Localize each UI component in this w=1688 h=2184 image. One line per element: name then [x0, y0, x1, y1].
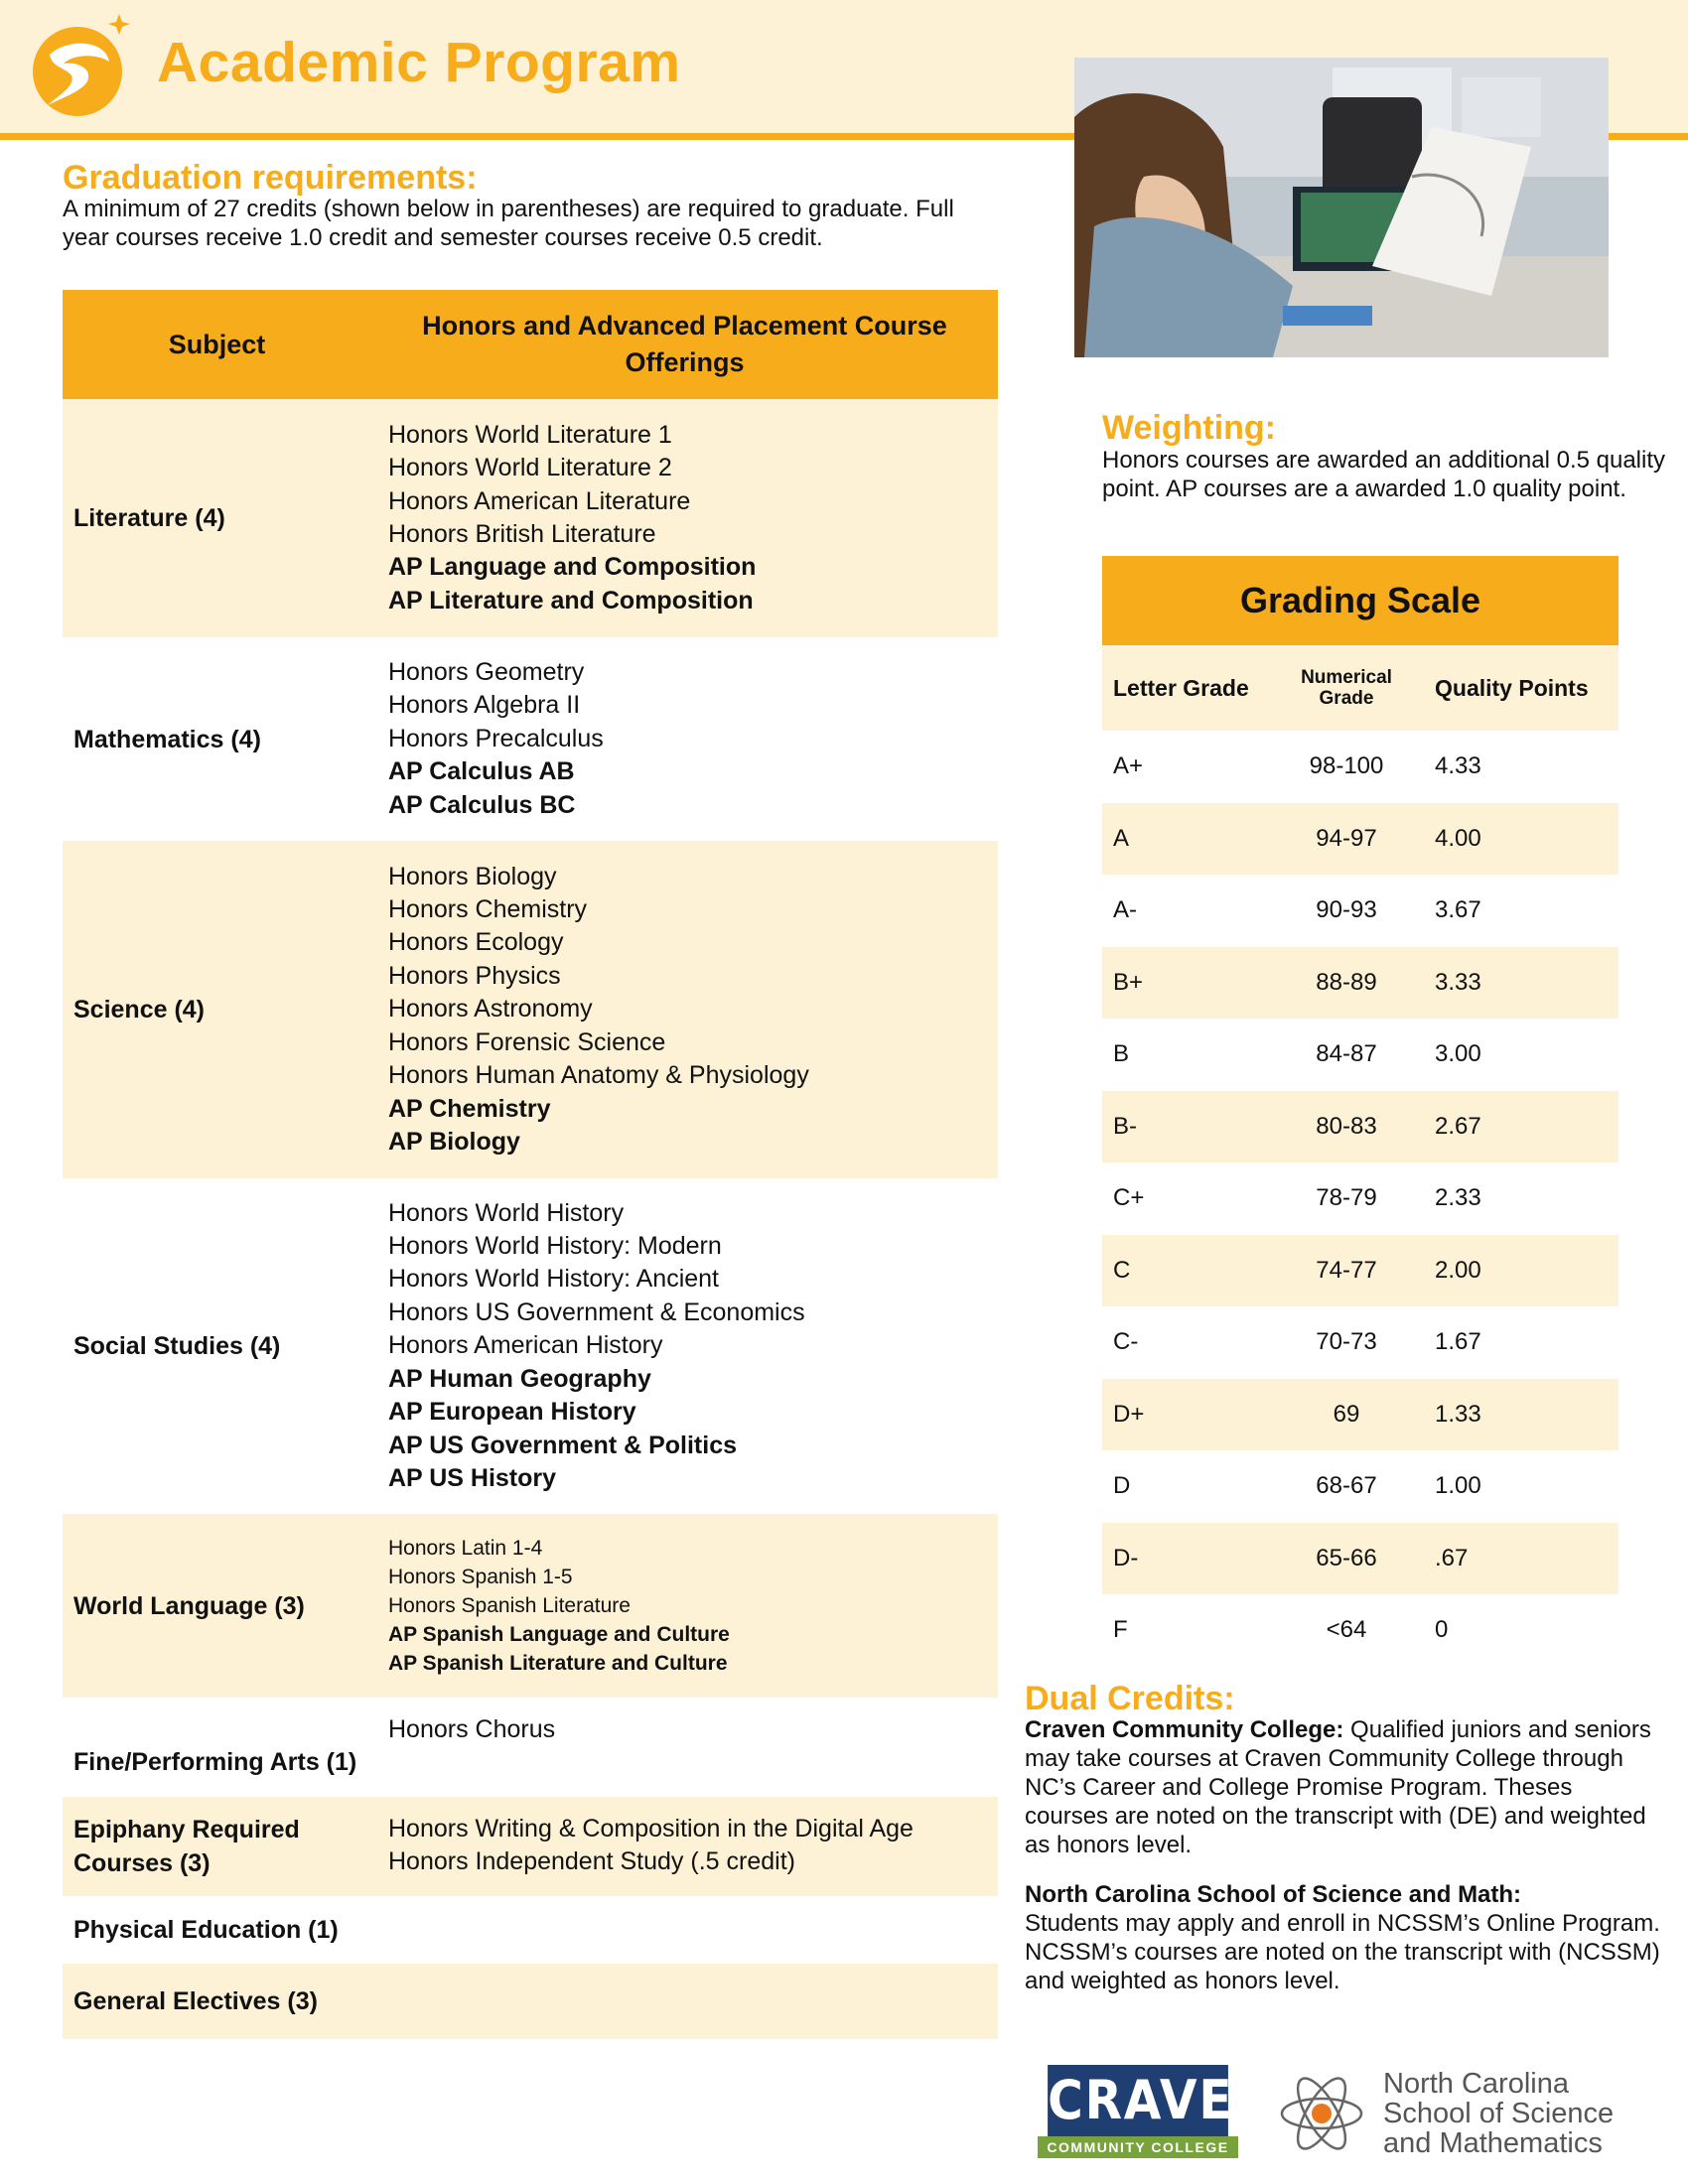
- course-item: Honors Chorus: [388, 1715, 556, 1743]
- letter-grade: C: [1102, 1235, 1272, 1307]
- letter-grade: A+: [1113, 752, 1144, 780]
- letter-grade: A-: [1113, 896, 1137, 924]
- craven-logo-title: CRAVEN: [1048, 2065, 1228, 2136]
- grading-scale-title: Grading Scale: [1102, 556, 1618, 645]
- ncssm-line: North Carolina: [1383, 2068, 1569, 2100]
- course-item: Honors World History: Modern: [388, 1232, 722, 1261]
- table-row: [1102, 1235, 1618, 1307]
- craven-logo-subtitle: COMMUNITY COLLEGE: [1038, 2136, 1238, 2158]
- ncssm-logo-text: [1383, 2069, 1614, 2158]
- course-item: Honors World History: [388, 1198, 625, 1227]
- course-item: Honors British Literature: [388, 520, 656, 548]
- offerings-cell: [371, 841, 998, 1178]
- letter-grade: F: [1113, 1616, 1128, 1644]
- table-row: [1102, 947, 1618, 1020]
- numerical-grade-header: Numerical Grade: [1272, 645, 1421, 731]
- table-row: [1102, 1450, 1618, 1523]
- letter-grade: D-: [1102, 1523, 1272, 1595]
- table-row: [63, 1964, 998, 2039]
- subject-cell: World Language (3): [63, 1514, 371, 1698]
- ap-course-item: AP Spanish Literature and Culture: [388, 1652, 728, 1675]
- course-item: Honors American History: [388, 1331, 663, 1360]
- page-title: Academic Program: [157, 31, 681, 94]
- course-item: Honors World Literature 1: [388, 420, 672, 449]
- course-item: Honors Precalculus: [388, 724, 604, 752]
- letter-grade: C+: [1113, 1184, 1145, 1212]
- letter-grade: D+: [1102, 1379, 1272, 1451]
- quality-points: 2.33: [1435, 1184, 1481, 1212]
- course-item: Honors Forensic Science: [388, 1027, 666, 1056]
- quality-points: 4.00: [1421, 803, 1618, 876]
- quality-points: 3.33: [1421, 947, 1618, 1020]
- ncssm-line: School of Science: [1383, 2098, 1615, 2129]
- ap-course-item: AP US History: [388, 1463, 557, 1492]
- ap-course-item: AP Chemistry: [388, 1094, 551, 1123]
- course-item: Honors Human Anatomy & Physiology: [388, 1061, 809, 1090]
- course-item: Honors Chemistry: [388, 895, 588, 924]
- school-logo-icon: [28, 10, 132, 119]
- offerings-cell: [371, 1178, 998, 1514]
- numerical-grade: 94-97: [1272, 803, 1421, 876]
- numerical-grade: 74-77: [1272, 1235, 1421, 1307]
- ap-course-item: AP Calculus BC: [388, 790, 576, 819]
- grading-scale-header-row: [1102, 645, 1618, 731]
- numerical-grade: 69: [1272, 1379, 1421, 1451]
- offerings-cell: [371, 1514, 998, 1698]
- numerical-grade: 68-67: [1316, 1472, 1377, 1500]
- offerings-cell: [371, 637, 998, 841]
- ap-course-item: AP Human Geography: [388, 1364, 651, 1393]
- quality-points: 4.33: [1435, 752, 1481, 780]
- quality-points: 0: [1435, 1616, 1449, 1644]
- ap-course-item: AP Language and Composition: [388, 553, 757, 582]
- table-row: [63, 1514, 998, 1698]
- table-row: [1102, 1523, 1618, 1595]
- offerings-cell: [371, 1896, 998, 1964]
- ap-course-item: AP Spanish Language and Culture: [388, 1623, 730, 1646]
- graduation-heading: Graduation requirements:: [63, 159, 478, 197]
- table-row: [1102, 1306, 1618, 1379]
- ncssm-paragraph: [1025, 1880, 1660, 1995]
- subject-column-header: Subject: [63, 290, 371, 399]
- craven-text: Qualified juniors and seniors may take courses at Craven Community College through NC’s Career and College Promise Program. Theses courses are noted on the transcript with (DE) and weighted as honors level.: [1025, 1716, 1651, 1858]
- craven-label: Craven Community College:: [1025, 1716, 1344, 1743]
- dual-credits-heading: Dual Credits:: [1025, 1680, 1235, 1717]
- course-table-header: [63, 290, 998, 399]
- table-row: [63, 1896, 998, 1964]
- course-item: Honors Astronomy: [388, 995, 593, 1024]
- ap-course-item: AP Biology: [388, 1127, 520, 1156]
- table-row: [1102, 1594, 1618, 1667]
- weighting-text: Honors courses are awarded an additional 0.5 quality point. AP courses are a awarded 1.0 quality point.: [1102, 447, 1666, 502]
- weighting-heading: Weighting:: [1102, 409, 1276, 447]
- table-row: [63, 841, 998, 1178]
- course-offerings-table: [63, 290, 998, 2039]
- student-painting-photo: [1074, 58, 1609, 357]
- course-item: Honors World Literature 2: [388, 454, 672, 482]
- subject-cell: Science (4): [63, 841, 371, 1178]
- quality-points: 2.00: [1421, 1235, 1618, 1307]
- subject-cell: Physical Education (1): [73, 1916, 339, 1944]
- subject-cell: Literature (4): [63, 399, 371, 637]
- ap-course-item: AP US Government & Politics: [388, 1431, 738, 1459]
- letter-grade: C-: [1113, 1328, 1139, 1356]
- subject-cell: Social Studies (4): [73, 1332, 281, 1360]
- quality-points: 3.67: [1435, 896, 1481, 924]
- letter-grade: A: [1102, 803, 1272, 876]
- table-row: [63, 399, 998, 637]
- table-row: [1102, 1019, 1618, 1091]
- subject-cell: Epiphany Required Courses (3): [63, 1797, 371, 1896]
- ap-course-item: AP Literature and Composition: [388, 586, 754, 614]
- numerical-grade: 88-89: [1272, 947, 1421, 1020]
- numerical-grade: 90-93: [1316, 896, 1377, 924]
- quality-points: 2.67: [1421, 1091, 1618, 1163]
- quality-points-header: Quality Points: [1421, 645, 1618, 731]
- ncssm-label: North Carolina School of Science and Math:: [1025, 1881, 1522, 1908]
- table-row: [63, 1178, 998, 1514]
- grading-scale-table: [1102, 556, 1618, 1667]
- table-row: [63, 637, 998, 841]
- course-item: Honors US Government & Economics: [388, 1297, 805, 1326]
- table-row: [63, 1698, 998, 1797]
- quality-points: 3.00: [1435, 1040, 1481, 1068]
- course-item: Honors American Literature: [388, 486, 691, 515]
- ap-course-item: AP European History: [388, 1398, 636, 1427]
- subject-cell: General Electives (3): [63, 1964, 371, 2039]
- numerical-grade: 70-73: [1316, 1328, 1377, 1356]
- offerings-cell: [371, 1698, 998, 1797]
- subject-cell: Fine/Performing Arts (1): [73, 1748, 357, 1776]
- grading-scale-title-row: [1102, 556, 1618, 645]
- numerical-grade: 98-100: [1309, 752, 1384, 780]
- offerings-cell: [371, 1964, 998, 2039]
- numerical-grade: 65-66: [1272, 1523, 1421, 1595]
- quality-points: 1.67: [1435, 1328, 1481, 1356]
- table-row: [1102, 803, 1618, 876]
- course-item: Honors Spanish Literature: [388, 1594, 631, 1617]
- letter-grade: B: [1113, 1040, 1130, 1068]
- course-item: Honors Independent Study (.5 credit): [388, 1847, 795, 1876]
- ap-course-item: AP Calculus AB: [388, 757, 575, 786]
- offerings-cell: [371, 1797, 998, 1896]
- table-row: [1102, 1379, 1618, 1451]
- course-item: Honors Geometry: [388, 657, 585, 686]
- graduation-text: A minimum of 27 credits (shown below in parentheses) are required to graduate. Full year courses receive 1.0 credit and semester courses receive 0.5 credit.: [63, 196, 954, 251]
- table-row: [63, 1797, 998, 1896]
- ncssm-text: Students may apply and enroll in NCSSM’s Online Program. NCSSM’s courses are noted on the transcript with (NCSSM) and weighted as honors level.: [1025, 1910, 1660, 1994]
- letter-grade: D: [1113, 1472, 1131, 1500]
- course-item: Honors Ecology: [388, 928, 564, 957]
- offerings-cell: [371, 399, 998, 637]
- course-item: Honors Algebra II: [388, 691, 581, 720]
- course-item: Honors Biology: [388, 862, 557, 890]
- table-row: [1102, 731, 1618, 803]
- table-row: [1102, 875, 1618, 947]
- course-item: Honors Writing & Composition in the Digital Age: [388, 1815, 914, 1843]
- ncssm-line: and Mathematics: [1383, 2127, 1603, 2159]
- letter-grade: B-: [1102, 1091, 1272, 1163]
- course-item: Honors Spanish 1-5: [388, 1566, 573, 1588]
- table-row: [1102, 1091, 1618, 1163]
- quality-points: 1.33: [1421, 1379, 1618, 1451]
- numerical-grade: 84-87: [1316, 1040, 1377, 1068]
- table-row: [1102, 1162, 1618, 1235]
- offerings-column-header: Honors and Advanced Placement Course Offerings: [371, 290, 998, 399]
- course-item: Honors World History: Ancient: [388, 1265, 719, 1294]
- course-item: Honors Physics: [388, 961, 561, 990]
- craven-logo: [1038, 2065, 1276, 2160]
- course-item: Honors Latin 1-4: [388, 1537, 543, 1560]
- letter-grade: B+: [1102, 947, 1272, 1020]
- subject-cell: Mathematics (4): [73, 725, 261, 753]
- quality-points: .67: [1421, 1523, 1618, 1595]
- numerical-grade: <64: [1326, 1616, 1367, 1644]
- quality-points: 1.00: [1435, 1472, 1481, 1500]
- craven-paragraph: [1025, 1715, 1660, 1859]
- numerical-grade: 78-79: [1316, 1184, 1377, 1212]
- letter-grade-header: Letter Grade: [1102, 645, 1272, 731]
- ncssm-atom-icon: [1278, 2070, 1365, 2157]
- numerical-grade: 80-83: [1272, 1091, 1421, 1163]
